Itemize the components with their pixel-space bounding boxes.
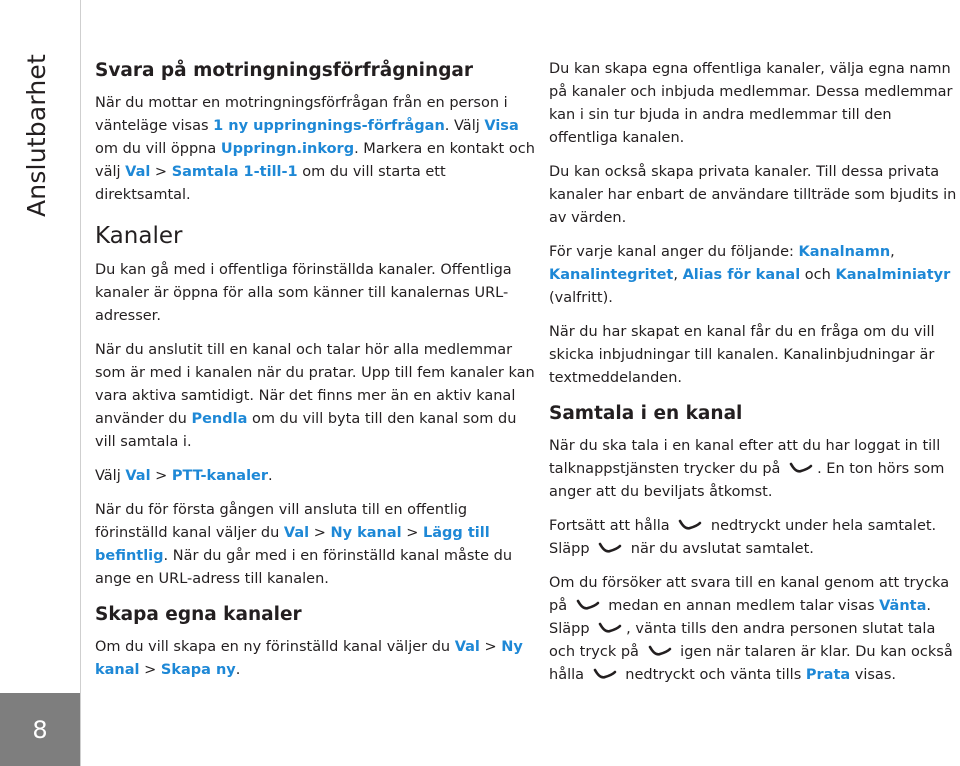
call-key-icon	[647, 644, 673, 658]
paragraph-valj: Välj Val > PTT-kanaler.	[95, 468, 273, 484]
right-column	[549, 58, 957, 698]
call-key-icon	[597, 541, 623, 555]
paragraph-r1: Du kan skapa egna offentliga kanaler, välja egna namn på kanaler och inbjuda medlemmar. Dessa medlemmar kan i sin tur bjuda in andra medlemmar till den offentliga kanalen.	[549, 61, 953, 146]
paragraph-forsta: När du för första gången vill ansluta till en offentlig förinställd kanal väljer du Val > Ny kanal > Lägg till befintlig. När du går med i en förinställd kanal måste du ange en URL-adress till kanalen.	[95, 502, 513, 587]
menu-term: Val	[125, 468, 151, 484]
menu-term: Vänta	[879, 598, 927, 614]
section-tab	[14, 53, 60, 217]
menu-term: Samtala 1-till-1	[171, 164, 298, 180]
paragraph-skapa: Om du vill skapa en ny förinställd kanal väljer du Val > Ny kanal > Skapa ny.	[95, 639, 523, 678]
paragraph-r6: Fortsätt att hålla nedtryckt under hela samtalet. Släpp när du avslutat samtalet.	[549, 518, 937, 557]
menu-term: Visa	[484, 118, 519, 134]
heading-kanaler: Kanaler	[95, 223, 183, 249]
menu-term: Uppringn.inkorg	[220, 141, 355, 157]
page-number-box	[0, 693, 80, 766]
call-key-icon	[575, 598, 601, 612]
menu-term: Ny kanal	[330, 525, 402, 541]
page-number: 8	[32, 715, 48, 744]
menu-term: Val	[454, 639, 480, 655]
menu-term: Pendla	[191, 411, 248, 427]
call-key-icon	[677, 518, 703, 532]
heading-skapa: Skapa egna kanaler	[95, 604, 302, 625]
section-title: Anslutbarhet	[22, 53, 52, 217]
menu-term: Lägg till befintlig	[95, 525, 490, 564]
paragraph-r5: När du ska tala i en kanal efter att du har loggat in till talknappstjänsten trycker du på . En ton hörs som anger att du beviljats åtkomst.	[549, 438, 945, 500]
menu-term: Ny kanal	[95, 639, 523, 678]
menu-term: Kanalminiatyr	[835, 267, 951, 283]
menu-term: Kanalnamn	[798, 244, 891, 260]
heading-samtala: Samtala i en kanal	[549, 403, 743, 424]
paragraph-svara: När du mottar en motringningsförfrågan från en person i vänteläge visas 1 ny uppringnings-förfrågan. Välj Visa om du vill öppna Uppringn.inkorg. Markera en kontakt och välj Val > Samtala 1-till-1 om du vill starta ett direktsamtal.	[95, 95, 535, 203]
paragraph-kanaler-1: Du kan gå med i offentliga förinställda kanaler. Offentliga kanaler är öppna för alla som känner till kanalernas URL-adresser.	[95, 262, 512, 324]
call-key-icon	[592, 667, 618, 681]
paragraph-r4: När du har skapat en kanal får du en fråga om du vill skicka inbjudningar till kanalen. Kanalinbjudningar är textmeddelanden.	[549, 324, 935, 386]
paragraph-r2: Du kan också skapa privata kanaler. Till dessa privata kanaler har enbart de användare tillträde som bjudits in av värden.	[549, 164, 957, 226]
menu-term: Val	[125, 164, 151, 180]
call-key-icon	[597, 621, 623, 635]
paragraph-r7: Om du försöker att svara till en kanal genom att trycka på medan en annan medlem talar visas Vänta. Släpp , vänta tills den andra personen slutat tala och tryck på igen när talaren är klar. Du kan också hålla nedtryckt och vänta tills Prata visas.	[549, 575, 953, 683]
menu-term: 1 ny uppringnings-förfrågan	[213, 118, 445, 134]
menu-term: PTT-kanaler	[171, 468, 269, 484]
left-column	[95, 58, 535, 693]
call-key-icon	[788, 461, 814, 475]
heading-svara: Svara på motringningsförfrågningar	[95, 60, 474, 81]
menu-term: Prata	[805, 667, 851, 683]
menu-term: Kanalintegritet	[549, 267, 674, 283]
menu-term: Alias för kanal	[682, 267, 801, 283]
sidebar	[0, 0, 81, 766]
paragraph-kanaler-2: När du anslutit till en kanal och talar hör alla medlemmar som är med i kanalen när du pratar. Upp till fem kanaler kan vara aktiva samtidigt. När det finns mer än en aktiv kanal använder du Pendla om du vill byta till den kanal som du vill samtala i.	[95, 342, 535, 450]
menu-term: Skapa ny	[160, 662, 236, 678]
menu-term: Val	[283, 525, 310, 541]
paragraph-r3: För varje kanal anger du följande: Kanalnamn, Kanalintegritet, Alias för kanal och Kanalminiatyr (valfritt).	[549, 244, 951, 306]
